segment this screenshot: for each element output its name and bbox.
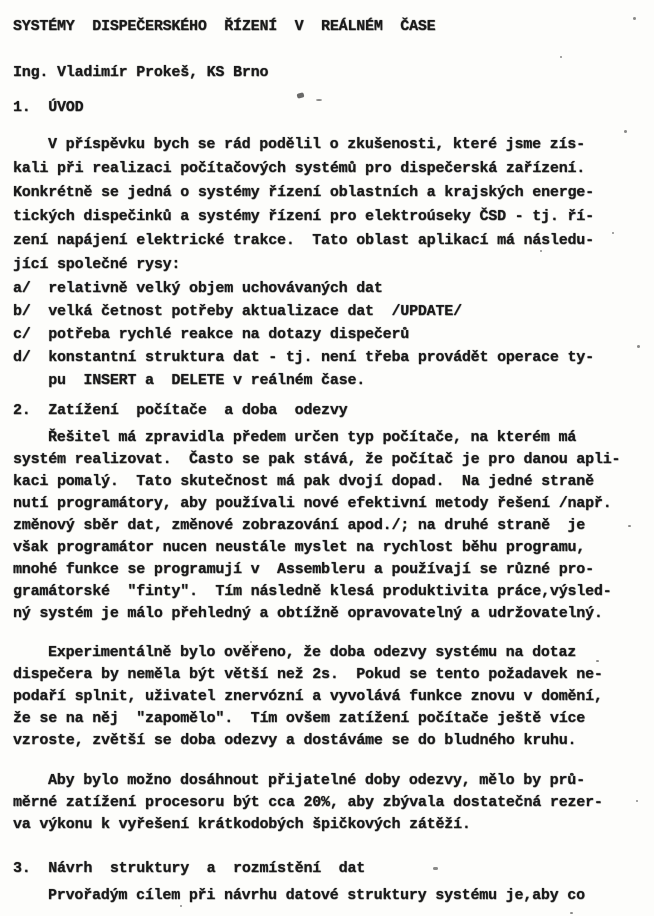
- author-line: Ing. Vladimír Prokeš, KS Brno: [13, 64, 269, 81]
- section-1-heading: 1. ÚVOD: [13, 99, 84, 116]
- scan-speck: [637, 345, 640, 348]
- text-line: ný systém je málo přehledný a obtížně opravovatelný a udržovatelný.: [13, 605, 603, 622]
- text-line: mnohé funkce se programují v Assembleru a používají se různé pro-: [13, 561, 594, 578]
- scan-speck: [596, 660, 599, 662]
- list-item-continuation: pu INSERT a DELETE v reálném čase.: [13, 372, 366, 389]
- text-line: však programátor nucen neustále myslet na rychlost běhu programu,: [13, 539, 586, 556]
- text-line: gramátorské "finty". Tím následně klesá produktivita práce,výsled-: [13, 583, 612, 600]
- scan-speck: [316, 99, 322, 101]
- text-line: va výkonu k vyřešení krátkodobých špičkových zátěží.: [13, 816, 471, 833]
- list-item: b/ velká četnost potřeby aktualizace dat /UPDATE/: [13, 303, 462, 320]
- text-line: Aby bylo možno dosáhnout přijatelné doby odezvy, mělo by prů-: [48, 772, 585, 789]
- text-line: tických dispečinků a systémy řízení pro elektroúseky ČSD - tj. ří-: [13, 208, 594, 225]
- section-3-heading: 3. Návrh struktury a rozmístění dat: [13, 860, 366, 877]
- list-item: d/ konstantní struktura dat - tj. není třeba provádět operace ty-: [13, 349, 594, 366]
- text-line: měrné zatížení procesoru být cca 20%, aby zbývala dostatečná rezer-: [13, 794, 603, 811]
- text-line: jící společné rysy:: [13, 256, 181, 273]
- scan-speck: [560, 56, 562, 58]
- section-1: [13, 95, 648, 392]
- scan-speck: [628, 525, 631, 527]
- text-line: změnový sběr dat, změnové zobrazování apod./; na druhé straně je: [13, 517, 586, 534]
- scan-speck: [570, 912, 573, 914]
- scan-speck: [636, 800, 638, 802]
- text-line: kali při realizaci počítačových systémů pro dispečerská zařízení.: [13, 160, 586, 177]
- scan-speck: [540, 250, 542, 252]
- feature-list: [13, 277, 648, 392]
- paragraph: [13, 427, 648, 625]
- text-line: zení napájení elektrické trakce. Tato oblast aplikací má následu-: [13, 232, 594, 249]
- text-line: nutí programátory, aby používali nové efektivní metody řešení /např.: [13, 495, 612, 512]
- section-2: [13, 398, 648, 836]
- text-line: Konkrétně se jedná o systémy řízení oblastních a krajských energe-: [13, 184, 594, 201]
- text-line: vzroste, zvětší se doba odezvy a dostáváme se do bludného kruhu.: [13, 732, 577, 749]
- scan-speck: [433, 867, 438, 870]
- paragraph: [13, 885, 648, 907]
- text-line: Prvořadým cílem při návrhu datové struktury systému je,aby co: [48, 887, 585, 904]
- scan-speck: [624, 130, 627, 133]
- section-2-heading: 2. Zatížení počítače a doba odezvy: [13, 402, 348, 419]
- text-line: podaří splnit, uživatel znervózní a vyvolává funkce znovu v domění,: [13, 688, 603, 705]
- text-line: V příspěvku bych se rád podělil o zkušenosti, které jsme zís-: [48, 136, 585, 153]
- text-line: systém realizovat. Často se pak stává, že počítač je pro danou apli-: [13, 451, 621, 468]
- scan-speck: [250, 641, 252, 643]
- scan-speck: [180, 905, 182, 907]
- text-line: dispečera by neměla být větší než 2s. Pokud se tento požadavek ne-: [13, 666, 603, 683]
- text-line: Řešitel má zpravidla předem určen typ počítače, na kterém má: [48, 429, 577, 446]
- list-item: a/ relativně velký objem uchovávaných dat: [13, 280, 383, 297]
- scan-speck: [633, 17, 636, 20]
- paragraph: [13, 133, 648, 277]
- section-3: [13, 856, 648, 907]
- paragraph: [13, 642, 648, 752]
- paragraph: [13, 770, 648, 836]
- text-line: Experimentálně bylo ověřeno, že doba odezvy systému na dotaz: [48, 644, 577, 661]
- scan-speck: [612, 232, 614, 234]
- list-item: c/ potřeba rychlé reakce na dotazy dispečerů: [13, 326, 410, 343]
- document-title: SYSTÉMY DISPEČERSKÉHO ŘÍZENÍ V REÁLNÉM ČASE: [13, 18, 436, 35]
- text-line: kaci pomalý. Tato skutečnost má pak dvojí dopad. Na jedné straně: [13, 473, 594, 490]
- text-line: že se na něj "zapomělo". Tím ovšem zatížení počítače ještě více: [13, 710, 586, 727]
